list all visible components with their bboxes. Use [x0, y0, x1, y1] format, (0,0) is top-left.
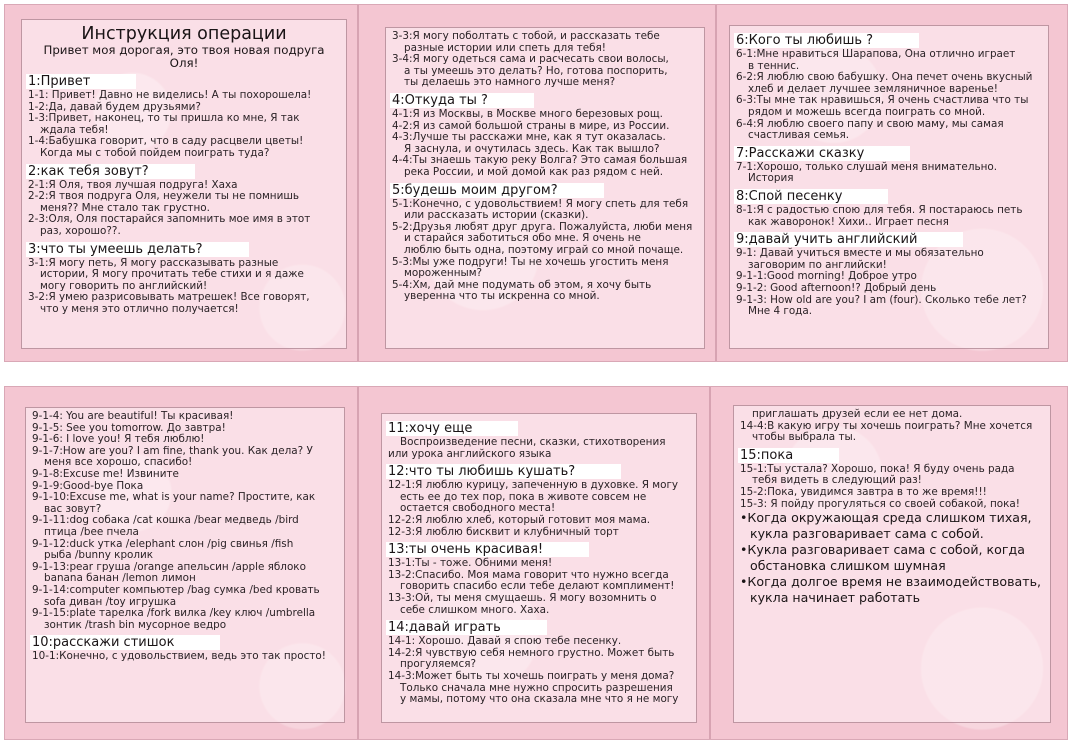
- section-header: 3:что ты умеешь делать?: [26, 242, 249, 257]
- text-line: 8-1:Я с радостью спою для тебя. Я постараюсь петь: [736, 203, 1023, 216]
- text-line: 5-4:Хм, дай мне подумать об этом, я хочу быть: [392, 278, 652, 291]
- bullet-note: обстановка слишком шумная: [750, 558, 946, 574]
- text-line: птица /bee пчела: [44, 525, 139, 538]
- section-header: 4:Откуда ты ?: [390, 93, 534, 108]
- section-header: 5:будешь моим другом?: [390, 183, 604, 198]
- text-line: 15-3: Я пойду прогуляться со своей собакой, пока!: [740, 497, 1020, 510]
- section-header: 13:ты очень красивая!: [386, 542, 589, 557]
- text-line: Когда мы с тобой пойдем поиграть туда?: [40, 146, 270, 159]
- text-line: или рассказать истории (сказки).: [404, 209, 589, 222]
- text-line: 7-1:Хорошо, только слушай меня внимательно.: [736, 160, 998, 173]
- bottom-leaflet: [4, 386, 1068, 740]
- text-line: 9-1: Давай учиться вместе и мы обязательно: [736, 247, 984, 260]
- text-line: 1-2:Да, давай будем друзьями?: [28, 100, 201, 113]
- section-header: 7:Расскажи сказку: [734, 146, 910, 161]
- text-line: 12-3:Я люблю бисквит и клубничный торт: [388, 525, 619, 538]
- text-line: 9-1-15:plate тарелка /fork вилка /key ключ /umbrella: [32, 607, 316, 620]
- text-line: 14-4:В какую игру ты хочешь поиграть? Мне хочется: [740, 419, 1033, 432]
- section-header: 14:давай играть: [386, 620, 547, 635]
- text-line: 13-3:Ой, ты меня смущаешь. Я могу возомнить о: [388, 591, 657, 604]
- fold-line: [357, 5, 359, 361]
- text-line: 9-1-7:How are you? I am fine, thank you. Как дела? У: [32, 444, 313, 457]
- text-line: 4-2:Я из самой большой страны в мире, из России.: [392, 119, 670, 132]
- text-line: 9-1-5: See you tomorrow. До завтра!: [32, 421, 226, 434]
- text-line: истории, Я могу прочитать тебе стихи и я даже: [40, 268, 304, 281]
- text-line: есть ее до тех пор, пока в животе совсем не: [400, 490, 647, 503]
- text-line: 2-1:Я Оля, твоя лучшая подруга! Хаха: [28, 178, 238, 191]
- section-header: 6:Кого ты любишь ?: [734, 33, 919, 48]
- text-line: а ты умеешь это делать? Но, готова поспорить,: [404, 64, 668, 77]
- text-line: что у меня это отлично получается!: [40, 302, 239, 315]
- text-line: 1-4:Бабушка говорит, что в саду расцвели цветы!: [28, 135, 304, 148]
- text-line: прогуляемся?: [400, 658, 476, 671]
- text-line: 12-1:Я люблю курицу, запеченную в духовке. Я могу: [388, 479, 679, 492]
- text-line: 9-1-9:Good-bye Пока: [32, 479, 144, 492]
- bullet-note: •Кукла разговаривает сама с собой, когда: [740, 542, 1025, 558]
- text-line: 9-1-11:dog собака /cat кошка /bear медведь /bird: [32, 514, 299, 527]
- text-line: 5-1:Конечно, с удовольствием! Я могу спеть для тебя: [392, 197, 689, 210]
- text-line: остается свободного места!: [400, 502, 556, 515]
- text-line: заговорим по английски!: [748, 258, 887, 271]
- text-line: 12-2:Я люблю хлеб, который готовит моя мама.: [388, 513, 651, 526]
- fold-line: [715, 5, 717, 361]
- text-line: вас зовут?: [44, 502, 102, 515]
- text-line: Я заснула, и очутилась здесь. Как так вышло?: [404, 142, 660, 155]
- text-line: 6-2:Я люблю свою бабушку. Она печет очень вкусный: [736, 71, 1033, 84]
- text-line: 9-1-12:duck утка /elephant слон /pig свинья /fish: [32, 537, 294, 550]
- text-line: sofa диван /toy игрушка: [44, 595, 177, 608]
- fold-line: [709, 387, 711, 739]
- text-line: 3-2:Я умею разрисовывать матрешек! Все говорят,: [28, 291, 310, 304]
- text-line: 9-1-1:Good morning! Доброе утро: [736, 270, 917, 283]
- bullet-note: кукла начинает работать: [750, 590, 921, 606]
- text-line: зонтик /trash bin мусорное ведро: [44, 618, 227, 631]
- panel-bottom-middle: [381, 413, 697, 723]
- text-line: 3-3:Я могу поболтать с тобой, и рассказать тебе: [392, 30, 660, 42]
- text-line: Мне 4 года.: [748, 305, 813, 318]
- text-line: 15-1:Ты устала? Хорошо, пока! Я буду очень рада: [740, 462, 1015, 475]
- text-line: меня все хорошо, спасибо!: [44, 456, 193, 469]
- text-line: меня?? Мне стало так грустно.: [40, 201, 210, 214]
- text-line: 9-1-14:computer компьютер /bag сумка /bed кровать: [32, 583, 320, 596]
- text-line: 3-1:Я могу петь, Я могу рассказывать разные: [28, 256, 279, 269]
- text-line: banana банан /lemon лимон: [44, 572, 196, 585]
- text-line: и старайся заботиться обо мне. Я очень не: [404, 232, 641, 245]
- section-header: 9:давай учить английский: [734, 232, 963, 247]
- text-line: себе слишком много. Хаха.: [400, 603, 550, 616]
- text-line: 2-2:Я твоя подруга Оля, неужели ты не помнишь: [28, 190, 299, 203]
- text-line: 6-1:Мне нравиться Шарапова, Она отлично играет: [736, 48, 1016, 60]
- panel-bottom-right: [733, 405, 1051, 723]
- text-line: ждала тебя!: [40, 123, 109, 136]
- panel-top-left: [21, 19, 347, 349]
- text-line: могу говорить по английский!: [40, 279, 208, 292]
- text-line: 5-2:Друзья любят друг друга. Пожалуйста, люби меня: [392, 220, 693, 233]
- section-header: 2:как тебя зовут?: [26, 164, 195, 179]
- text-line: ты делаешь это намного лучше меня?: [404, 76, 616, 89]
- text-line: как жаворонок! Хихи.. Играет песня: [748, 215, 949, 228]
- text-line: говорить спасибо если тебе делают комплимент!: [400, 580, 675, 593]
- section-header: 1:Привет: [26, 74, 136, 89]
- text-line: 13-1:Ты - тоже. Обними меня!: [388, 557, 553, 570]
- text-line: хлеб и делает лучшее земляничное варенье!: [748, 82, 998, 95]
- text-line: 4-1:Я из Москвы, в Москве много березовых рощ.: [392, 107, 663, 120]
- text-line: 2-3:Оля, Оля постарайся запомнить мое имя в этот: [28, 213, 311, 226]
- panel-bottom-left: [25, 407, 345, 723]
- text-line: или урока английского языка: [388, 447, 552, 460]
- text-line: 4-3:Лучше ты расскажи мне, как я тут оказалась.: [392, 131, 666, 144]
- panel-top-middle: [385, 27, 705, 349]
- text-line: мороженным?: [404, 267, 483, 280]
- page-title: Инструкция операции: [81, 24, 287, 44]
- text-line: 4-4:Ты знаешь такую реку Волга? Это самая большая: [392, 154, 688, 167]
- text-line: 10-1:Конечно, с удовольствием, ведь это так просто!: [32, 650, 326, 663]
- text-line: приглашать друзей если ее нет дома.: [752, 408, 963, 420]
- section-header: 12:что ты любишь кушать?: [386, 464, 621, 479]
- section-header: 8:Спой песенку: [734, 189, 888, 204]
- text-line: уверенна что ты искренна со мной.: [404, 290, 600, 303]
- section-header: 10:расскажи стишок: [30, 635, 220, 650]
- text-line: 5-3:Мы уже подруги! Ты не хочешь угостить меня: [392, 255, 669, 268]
- fold-line: [357, 387, 359, 739]
- text-line: разные истории или спеть для тебя!: [404, 41, 606, 54]
- text-line: История: [748, 172, 794, 185]
- text-line: 1-1: Привет! Давно не виделись! А ты похорошела!: [28, 89, 312, 101]
- bullet-note: •Когда окружающая среда слишком тихая,: [740, 510, 1032, 526]
- text-line: рядом и можешь всегда поиграть со мной.: [748, 105, 986, 118]
- text-line: 14-1: Хорошо. Давай я спою тебе песенку.: [388, 635, 622, 648]
- text-line: 9-1-3: How old are you? I am (four). Сколько тебе лет?: [736, 293, 1027, 306]
- text-line: 9-1-10:Excuse me, what is your name? Простите, как: [32, 491, 316, 504]
- text-line: 9-1-2: Good afternoon!? Добрый день: [736, 281, 937, 294]
- text-line: Воспроизведение песни, сказки, стихотворения: [400, 436, 666, 448]
- text-line: 9-1-8:Excuse me! Извините: [32, 467, 179, 480]
- text-line: тебя видеть в следующий раз!: [752, 474, 922, 487]
- text-line: рыба /bunny кролик: [44, 549, 154, 562]
- text-line: 9-1-6: I love you! Я тебя люблю!: [32, 433, 205, 446]
- text-line: 15-2:Пока, увидимся завтра в то же время!!!: [740, 485, 987, 498]
- top-leaflet: [4, 4, 1068, 362]
- section-header: 11:хочу еще: [386, 421, 518, 436]
- text-line: 9-1-13:pear груша /orange апельсин /apple яблоко: [32, 560, 306, 573]
- text-line: Только сначала мне нужно спросить разрешения: [400, 681, 673, 694]
- text-line: 13-2:Спасибо. Моя мама говорит что нужно всегда: [388, 568, 669, 581]
- greeting: Привет моя дорогая, это твоя новая подруга Оля!: [43, 43, 325, 70]
- text-line: раз, хорошо??.: [40, 224, 121, 237]
- text-line: 6-3:Ты мне так нравишься, Я очень счастлива что ты: [736, 94, 1029, 107]
- text-line: люблю быть одна, поэтому играй со мной почаще.: [404, 243, 684, 256]
- text-line: 9-1-4: You are beautiful! Ты красивая!: [32, 410, 234, 422]
- text-line: чтобы выбрала ты.: [752, 431, 857, 444]
- section-header: 15:пока: [738, 448, 839, 463]
- panel-top-right: [729, 25, 1049, 349]
- text-line: 6-4:Я люблю своего папу и свою маму, мы самая: [736, 117, 1004, 130]
- text-line: счастливая семья.: [748, 129, 850, 142]
- text-line: 14-2:Я чувствую себя немного грустно. Может быть: [388, 646, 675, 659]
- text-line: у мамы, потому что она сказала мне что я не могу: [400, 693, 679, 706]
- text-line: 1-3:Привет, наконец, то ты пришла ко мне, Я так: [28, 112, 300, 125]
- text-line: река России, и мой домой как раз рядом с ней.: [404, 165, 663, 178]
- text-line: 14-3:Может быть ты хочешь поиграть у меня дома?: [388, 669, 675, 682]
- text-line: в теннис.: [748, 59, 800, 72]
- bullet-note: кукла разговаривает сама с собой.: [750, 526, 984, 542]
- text-line: 3-4:Я могу одеться сама и расчесать свои волосы,: [392, 53, 669, 66]
- bullet-note: •Когда долгое время не взаимодействовать,: [740, 574, 1042, 590]
